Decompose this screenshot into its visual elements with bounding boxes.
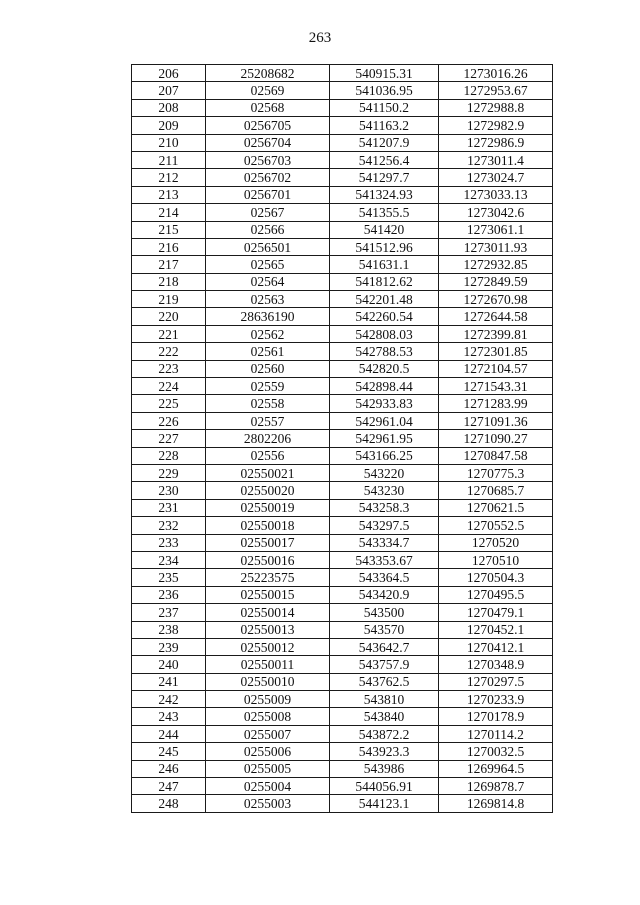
point-number-cell: 233 xyxy=(132,534,206,551)
table-row xyxy=(132,638,553,655)
y-coordinate-cell: 1273011.93 xyxy=(439,238,553,255)
x-coordinate-cell: 543334.7 xyxy=(330,534,439,551)
point-number-cell: 207 xyxy=(132,82,206,99)
x-coordinate-cell: 542808.03 xyxy=(330,325,439,342)
table-row xyxy=(132,534,553,551)
x-coordinate-cell: 541631.1 xyxy=(330,256,439,273)
table-row xyxy=(132,760,553,777)
point-number-cell: 215 xyxy=(132,221,206,238)
x-coordinate-cell: 543570 xyxy=(330,621,439,638)
point-id-cell: 02550014 xyxy=(206,604,330,621)
table-row xyxy=(132,291,553,308)
table-row xyxy=(132,743,553,760)
y-coordinate-cell: 1273033.13 xyxy=(439,186,553,203)
point-number-cell: 237 xyxy=(132,604,206,621)
y-coordinate-cell: 1270452.1 xyxy=(439,621,553,638)
x-coordinate-cell: 541420 xyxy=(330,221,439,238)
y-coordinate-cell: 1272670.98 xyxy=(439,291,553,308)
table-row xyxy=(132,517,553,534)
y-coordinate-cell: 1272301.85 xyxy=(439,343,553,360)
point-number-cell: 211 xyxy=(132,151,206,168)
x-coordinate-cell: 543230 xyxy=(330,482,439,499)
point-id-cell: 0256703 xyxy=(206,151,330,168)
table-row xyxy=(132,169,553,186)
point-id-cell: 0255003 xyxy=(206,795,330,812)
point-id-cell: 02559 xyxy=(206,378,330,395)
y-coordinate-cell: 1270685.7 xyxy=(439,482,553,499)
point-number-cell: 232 xyxy=(132,517,206,534)
point-id-cell: 0255005 xyxy=(206,760,330,777)
y-coordinate-cell: 1270233.9 xyxy=(439,691,553,708)
y-coordinate-cell: 1270348.9 xyxy=(439,656,553,673)
y-coordinate-cell: 1270114.2 xyxy=(439,725,553,742)
x-coordinate-cell: 543500 xyxy=(330,604,439,621)
y-coordinate-cell: 1270479.1 xyxy=(439,604,553,621)
point-number-cell: 246 xyxy=(132,760,206,777)
point-id-cell: 02556 xyxy=(206,447,330,464)
point-id-cell: 02550010 xyxy=(206,673,330,690)
y-coordinate-cell: 1272986.9 xyxy=(439,134,553,151)
point-number-cell: 241 xyxy=(132,673,206,690)
x-coordinate-cell: 542260.54 xyxy=(330,308,439,325)
y-coordinate-cell: 1270504.3 xyxy=(439,569,553,586)
x-coordinate-cell: 541297.7 xyxy=(330,169,439,186)
point-id-cell: 02550021 xyxy=(206,464,330,481)
point-id-cell: 02550017 xyxy=(206,534,330,551)
table-row xyxy=(132,256,553,273)
point-id-cell: 2802206 xyxy=(206,430,330,447)
table-row xyxy=(132,204,553,221)
x-coordinate-cell: 541150.2 xyxy=(330,99,439,116)
point-number-cell: 216 xyxy=(132,238,206,255)
table-row xyxy=(132,656,553,673)
point-number-cell: 236 xyxy=(132,586,206,603)
y-coordinate-cell: 1272104.57 xyxy=(439,360,553,377)
point-id-cell: 0255004 xyxy=(206,778,330,795)
point-id-cell: 28636190 xyxy=(206,308,330,325)
table-row xyxy=(132,65,553,82)
point-number-cell: 218 xyxy=(132,273,206,290)
point-number-cell: 230 xyxy=(132,482,206,499)
y-coordinate-cell: 1273061.1 xyxy=(439,221,553,238)
x-coordinate-cell: 543642.7 xyxy=(330,638,439,655)
y-coordinate-cell: 1273016.26 xyxy=(439,65,553,82)
point-number-cell: 212 xyxy=(132,169,206,186)
table-row xyxy=(132,621,553,638)
y-coordinate-cell: 1272982.9 xyxy=(439,117,553,134)
point-number-cell: 217 xyxy=(132,256,206,273)
table-row xyxy=(132,551,553,568)
point-id-cell: 25223575 xyxy=(206,569,330,586)
table-row xyxy=(132,134,553,151)
point-id-cell: 02550013 xyxy=(206,621,330,638)
point-number-cell: 226 xyxy=(132,412,206,429)
point-id-cell: 02567 xyxy=(206,204,330,221)
table-row xyxy=(132,82,553,99)
y-coordinate-cell: 1270178.9 xyxy=(439,708,553,725)
y-coordinate-cell: 1272932.85 xyxy=(439,256,553,273)
table-row xyxy=(132,430,553,447)
y-coordinate-cell: 1272849.59 xyxy=(439,273,553,290)
table-row xyxy=(132,117,553,134)
x-coordinate-cell: 543757.9 xyxy=(330,656,439,673)
point-number-cell: 224 xyxy=(132,378,206,395)
x-coordinate-cell: 541163.2 xyxy=(330,117,439,134)
x-coordinate-cell: 543923.3 xyxy=(330,743,439,760)
table-row xyxy=(132,447,553,464)
point-id-cell: 02550011 xyxy=(206,656,330,673)
table-row xyxy=(132,464,553,481)
table-row xyxy=(132,186,553,203)
x-coordinate-cell: 541812.62 xyxy=(330,273,439,290)
x-coordinate-cell: 541207.9 xyxy=(330,134,439,151)
x-coordinate-cell: 543840 xyxy=(330,708,439,725)
coordinates-table xyxy=(131,64,553,813)
x-coordinate-cell: 542933.83 xyxy=(330,395,439,412)
table-row xyxy=(132,673,553,690)
y-coordinate-cell: 1269964.5 xyxy=(439,760,553,777)
y-coordinate-cell: 1269814.8 xyxy=(439,795,553,812)
y-coordinate-cell: 1273024.7 xyxy=(439,169,553,186)
point-id-cell: 02550019 xyxy=(206,499,330,516)
x-coordinate-cell: 544056.91 xyxy=(330,778,439,795)
point-id-cell: 02569 xyxy=(206,82,330,99)
point-number-cell: 228 xyxy=(132,447,206,464)
y-coordinate-cell: 1270032.5 xyxy=(439,743,553,760)
y-coordinate-cell: 1273042.6 xyxy=(439,204,553,221)
x-coordinate-cell: 541256.4 xyxy=(330,151,439,168)
y-coordinate-cell: 1271283.99 xyxy=(439,395,553,412)
table-row xyxy=(132,482,553,499)
y-coordinate-cell: 1270847.58 xyxy=(439,447,553,464)
point-number-cell: 213 xyxy=(132,186,206,203)
y-coordinate-cell: 1273011.4 xyxy=(439,151,553,168)
point-number-cell: 243 xyxy=(132,708,206,725)
point-number-cell: 223 xyxy=(132,360,206,377)
x-coordinate-cell: 542961.95 xyxy=(330,430,439,447)
point-number-cell: 225 xyxy=(132,395,206,412)
table-row xyxy=(132,412,553,429)
point-number-cell: 231 xyxy=(132,499,206,516)
table-row xyxy=(132,569,553,586)
point-id-cell: 02557 xyxy=(206,412,330,429)
point-id-cell: 0255006 xyxy=(206,743,330,760)
table-row xyxy=(132,221,553,238)
point-number-cell: 239 xyxy=(132,638,206,655)
coordinates-table-body xyxy=(132,65,553,813)
point-number-cell: 208 xyxy=(132,99,206,116)
point-number-cell: 229 xyxy=(132,464,206,481)
point-number-cell: 235 xyxy=(132,569,206,586)
x-coordinate-cell: 541355.5 xyxy=(330,204,439,221)
point-id-cell: 02558 xyxy=(206,395,330,412)
point-number-cell: 209 xyxy=(132,117,206,134)
y-coordinate-cell: 1270621.5 xyxy=(439,499,553,516)
point-id-cell: 25208682 xyxy=(206,65,330,82)
point-id-cell: 02562 xyxy=(206,325,330,342)
page-number: 263 xyxy=(308,30,332,46)
point-number-cell: 227 xyxy=(132,430,206,447)
table-row xyxy=(132,795,553,812)
x-coordinate-cell: 543297.5 xyxy=(330,517,439,534)
x-coordinate-cell: 542788.53 xyxy=(330,343,439,360)
table-row xyxy=(132,708,553,725)
point-number-cell: 242 xyxy=(132,691,206,708)
table-row xyxy=(132,499,553,516)
point-number-cell: 245 xyxy=(132,743,206,760)
point-id-cell: 02564 xyxy=(206,273,330,290)
table-row xyxy=(132,273,553,290)
table-row xyxy=(132,691,553,708)
point-id-cell: 0256704 xyxy=(206,134,330,151)
point-id-cell: 02560 xyxy=(206,360,330,377)
y-coordinate-cell: 1270552.5 xyxy=(439,517,553,534)
y-coordinate-cell: 1271091.36 xyxy=(439,412,553,429)
point-number-cell: 238 xyxy=(132,621,206,638)
point-number-cell: 214 xyxy=(132,204,206,221)
y-coordinate-cell: 1272988.8 xyxy=(439,99,553,116)
point-id-cell: 0255007 xyxy=(206,725,330,742)
point-id-cell: 02566 xyxy=(206,221,330,238)
y-coordinate-cell: 1271543.31 xyxy=(439,378,553,395)
point-id-cell: 02550015 xyxy=(206,586,330,603)
x-coordinate-cell: 541324.93 xyxy=(330,186,439,203)
y-coordinate-cell: 1272644.58 xyxy=(439,308,553,325)
point-id-cell: 02565 xyxy=(206,256,330,273)
point-id-cell: 02561 xyxy=(206,343,330,360)
y-coordinate-cell: 1270510 xyxy=(439,551,553,568)
point-id-cell: 02568 xyxy=(206,99,330,116)
point-id-cell: 0256701 xyxy=(206,186,330,203)
y-coordinate-cell: 1270775.3 xyxy=(439,464,553,481)
y-coordinate-cell: 1269878.7 xyxy=(439,778,553,795)
x-coordinate-cell: 540915.31 xyxy=(330,65,439,82)
point-id-cell: 0256501 xyxy=(206,238,330,255)
table-row xyxy=(132,99,553,116)
x-coordinate-cell: 542898.44 xyxy=(330,378,439,395)
x-coordinate-cell: 543364.5 xyxy=(330,569,439,586)
table-row xyxy=(132,604,553,621)
point-number-cell: 247 xyxy=(132,778,206,795)
y-coordinate-cell: 1270495.5 xyxy=(439,586,553,603)
table-row xyxy=(132,378,553,395)
table-row xyxy=(132,586,553,603)
point-id-cell: 02563 xyxy=(206,291,330,308)
point-id-cell: 02550020 xyxy=(206,482,330,499)
table-row xyxy=(132,151,553,168)
x-coordinate-cell: 542820.5 xyxy=(330,360,439,377)
point-id-cell: 02550016 xyxy=(206,551,330,568)
x-coordinate-cell: 543166.25 xyxy=(330,447,439,464)
x-coordinate-cell: 543762.5 xyxy=(330,673,439,690)
x-coordinate-cell: 543353.67 xyxy=(330,551,439,568)
point-id-cell: 0255008 xyxy=(206,708,330,725)
table-row xyxy=(132,343,553,360)
y-coordinate-cell: 1270412.1 xyxy=(439,638,553,655)
y-coordinate-cell: 1270297.5 xyxy=(439,673,553,690)
point-number-cell: 240 xyxy=(132,656,206,673)
table-row xyxy=(132,778,553,795)
x-coordinate-cell: 543220 xyxy=(330,464,439,481)
point-id-cell: 02550012 xyxy=(206,638,330,655)
point-number-cell: 221 xyxy=(132,325,206,342)
y-coordinate-cell: 1271090.27 xyxy=(439,430,553,447)
point-number-cell: 234 xyxy=(132,551,206,568)
x-coordinate-cell: 543872.2 xyxy=(330,725,439,742)
point-id-cell: 0255009 xyxy=(206,691,330,708)
x-coordinate-cell: 544123.1 xyxy=(330,795,439,812)
point-number-cell: 244 xyxy=(132,725,206,742)
x-coordinate-cell: 541036.95 xyxy=(330,82,439,99)
table-row xyxy=(132,725,553,742)
table-row xyxy=(132,308,553,325)
point-number-cell: 219 xyxy=(132,291,206,308)
table-row xyxy=(132,238,553,255)
point-number-cell: 222 xyxy=(132,343,206,360)
point-number-cell: 220 xyxy=(132,308,206,325)
table-row xyxy=(132,395,553,412)
x-coordinate-cell: 543420.9 xyxy=(330,586,439,603)
x-coordinate-cell: 543810 xyxy=(330,691,439,708)
x-coordinate-cell: 543258.3 xyxy=(330,499,439,516)
y-coordinate-cell: 1272399.81 xyxy=(439,325,553,342)
x-coordinate-cell: 543986 xyxy=(330,760,439,777)
point-number-cell: 248 xyxy=(132,795,206,812)
point-id-cell: 0256702 xyxy=(206,169,330,186)
y-coordinate-cell: 1270520 xyxy=(439,534,553,551)
point-id-cell: 02550018 xyxy=(206,517,330,534)
table-row xyxy=(132,325,553,342)
x-coordinate-cell: 542201.48 xyxy=(330,291,439,308)
point-number-cell: 206 xyxy=(132,65,206,82)
point-id-cell: 0256705 xyxy=(206,117,330,134)
y-coordinate-cell: 1272953.67 xyxy=(439,82,553,99)
table-row xyxy=(132,360,553,377)
x-coordinate-cell: 541512.96 xyxy=(330,238,439,255)
point-number-cell: 210 xyxy=(132,134,206,151)
x-coordinate-cell: 542961.04 xyxy=(330,412,439,429)
